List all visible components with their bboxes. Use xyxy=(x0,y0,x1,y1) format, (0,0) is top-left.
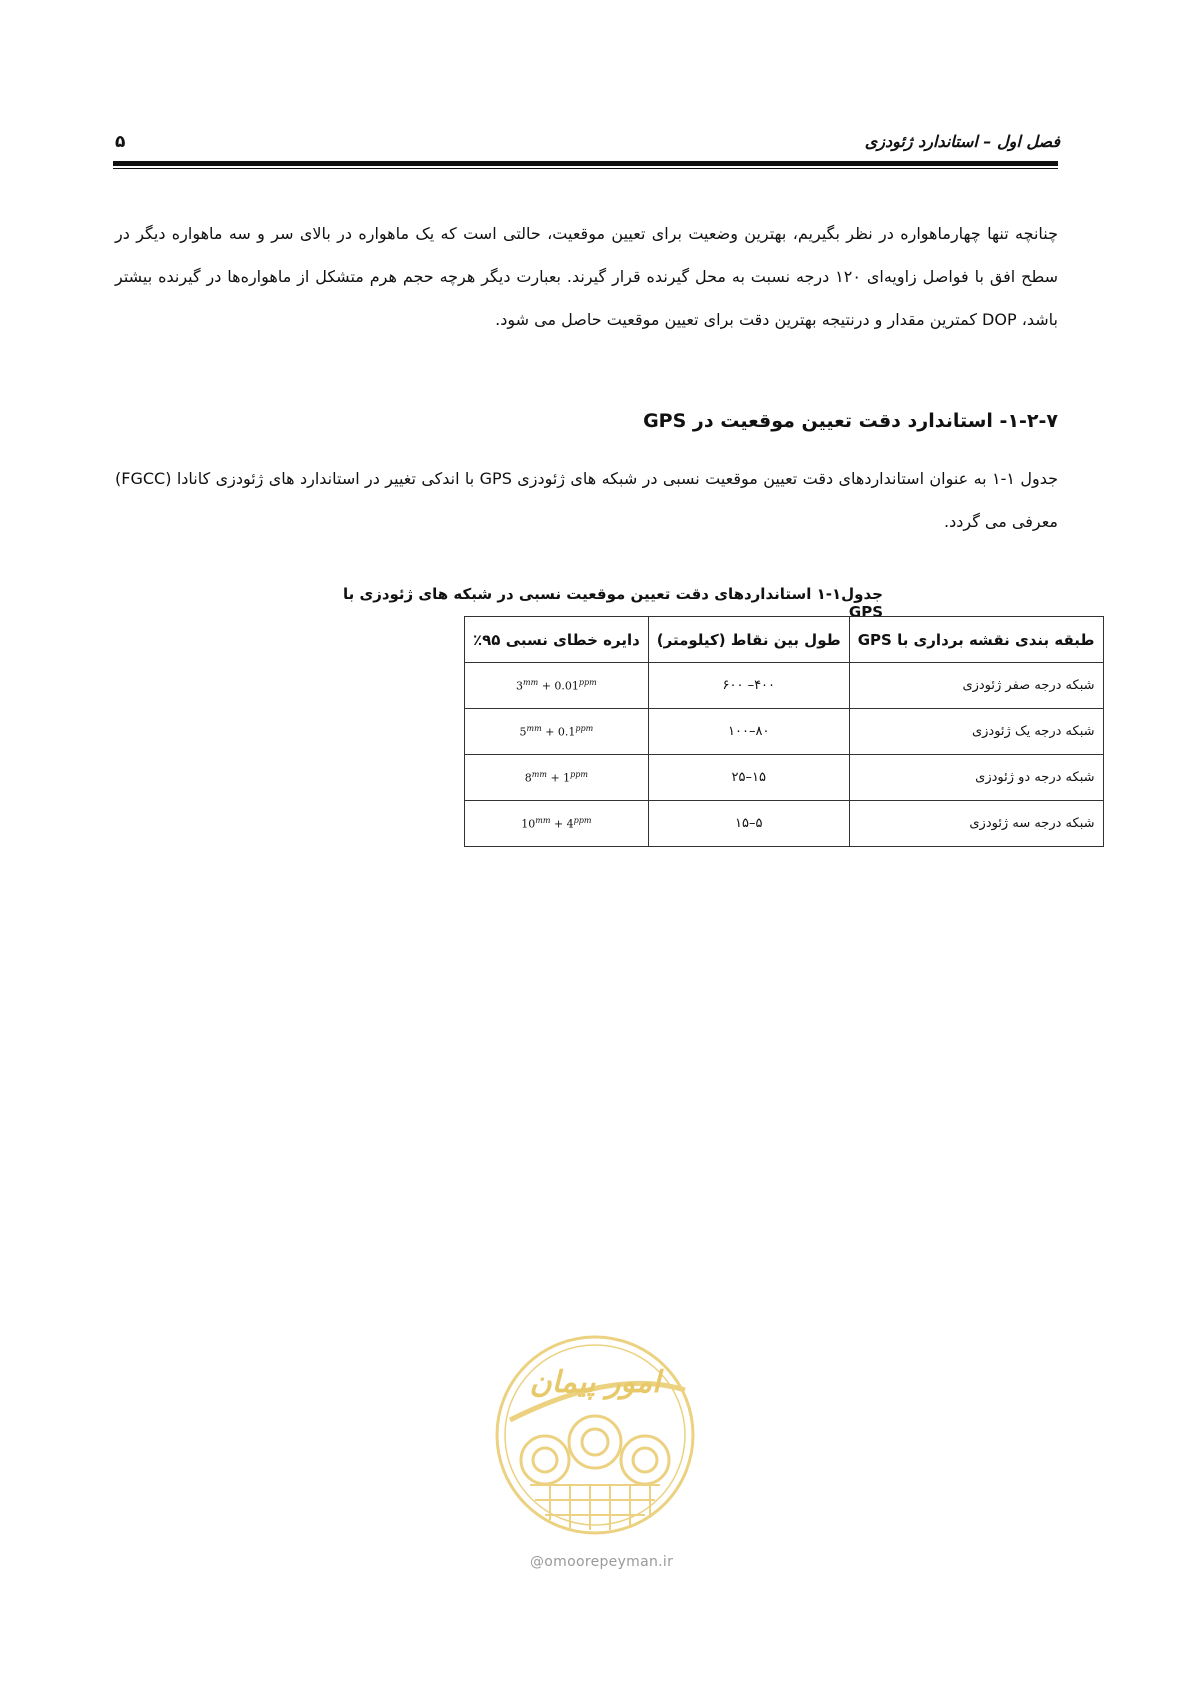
table-row xyxy=(465,755,1104,801)
table-caption: جدول۱-۱ استانداردهای دقت تعیین موقعیت نسبی در شبکه های ژئودزی با GPS xyxy=(342,585,883,621)
table-row xyxy=(465,709,1104,755)
col-header-classification: طبقه بندی نقشه برداری با GPS xyxy=(849,617,1103,663)
page-number: ۵ xyxy=(115,132,126,152)
paragraph-table-intro: جدول ۱-۱ به عنوان استانداردهای دقت تعیین موقعیت نسبی در شبکه های ژئودزی GPS با اندکی تغییر در استاندارد های ژئودزی کانادا (FGCC) معرفی می گردد. xyxy=(115,469,1058,531)
cell-class: شبکه درجه دو ژئودزی xyxy=(849,755,1103,801)
header-rule-thin xyxy=(113,168,1058,169)
cell-error xyxy=(465,755,649,801)
error-mm-unit: mm xyxy=(523,678,539,688)
error-plus: + xyxy=(541,725,558,739)
error-ppm-unit: ppm xyxy=(578,678,597,688)
paragraph-satellite-geometry: چنانچه تنها چهارماهواره در نظر بگیریم، بهترین وضعیت برای تعیین موقعیت، حالتی است که یک ماهواره در بالای سر و سه ماهواره دیگر در سطح افق با فواصل زاویه‌ای ۱۲۰ درجه نسبت به محل گیرنده قرار گیرند. بعبارت دیگر هرچه حجم هرم متشکل از ماهواره‌ها در گیرنده بیشتر باشد، DOP کمترین مقدار و درنتیجه بهترین دقت برای تعیین موقعیت حاصل می شود. xyxy=(115,224,1059,329)
table-row xyxy=(465,801,1104,847)
col-header-error-circle: دایره خطای نسبی ۹۵٪ xyxy=(465,617,649,663)
error-plus: + xyxy=(550,817,567,831)
cell-error xyxy=(465,663,649,709)
error-mm-unit: mm xyxy=(526,724,542,734)
error-ppm-unit: ppm xyxy=(573,816,592,826)
error-ppm-value: 0.1 xyxy=(557,725,576,739)
error-ppm-value: 4 xyxy=(566,817,574,831)
cell-distance: ۴۰۰– ۶۰۰ xyxy=(648,663,849,709)
error-ppm-unit: ppm xyxy=(570,770,588,780)
section-heading: ۱-۲-۷- استاندارد دقت تعیین موقعیت در GPS xyxy=(643,410,1058,432)
cell-class: شبکه درجه سه ژئودزی xyxy=(849,801,1103,847)
error-mm-value: 3 xyxy=(516,679,524,693)
col-header-distance: طول بین نقاط (کیلومتر) xyxy=(648,617,849,663)
cell-distance: ۵–۱۵ xyxy=(648,801,849,847)
error-plus: + xyxy=(538,679,555,693)
error-ppm-value: 1 xyxy=(563,771,571,785)
error-mm-unit: mm xyxy=(535,816,551,826)
table-row xyxy=(465,663,1104,709)
watermark-site: @omoorepeyman.ir xyxy=(530,1554,674,1570)
watermark-logo-text: امور پیمان xyxy=(529,1365,661,1400)
cell-error xyxy=(465,801,649,847)
error-ppm-value: 0.01 xyxy=(554,679,579,693)
error-mm-unit: mm xyxy=(531,770,547,780)
header-rule-thick xyxy=(113,161,1058,166)
table-header-row xyxy=(465,617,1104,663)
error-ppm-unit: ppm xyxy=(575,724,594,734)
error-mm-value: 5 xyxy=(519,725,527,739)
error-mm-value: 8 xyxy=(524,771,532,785)
cell-distance: ۱۵–۲۵ xyxy=(648,755,849,801)
gps-accuracy-table xyxy=(464,616,1104,847)
error-mm-value: 10 xyxy=(521,817,536,831)
cell-class: شبکه درجه صفر ژئودزی xyxy=(849,663,1103,709)
error-plus: + xyxy=(546,771,564,785)
header-chapter-title: فصل اول – استاندارد ژئودزی xyxy=(864,132,1060,151)
watermark-logo-icon xyxy=(490,1330,700,1540)
cell-error xyxy=(465,709,649,755)
cell-distance: ۸۰–۱۰۰ xyxy=(648,709,849,755)
cell-class: شبکه درجه یک ژئودزی xyxy=(849,709,1103,755)
